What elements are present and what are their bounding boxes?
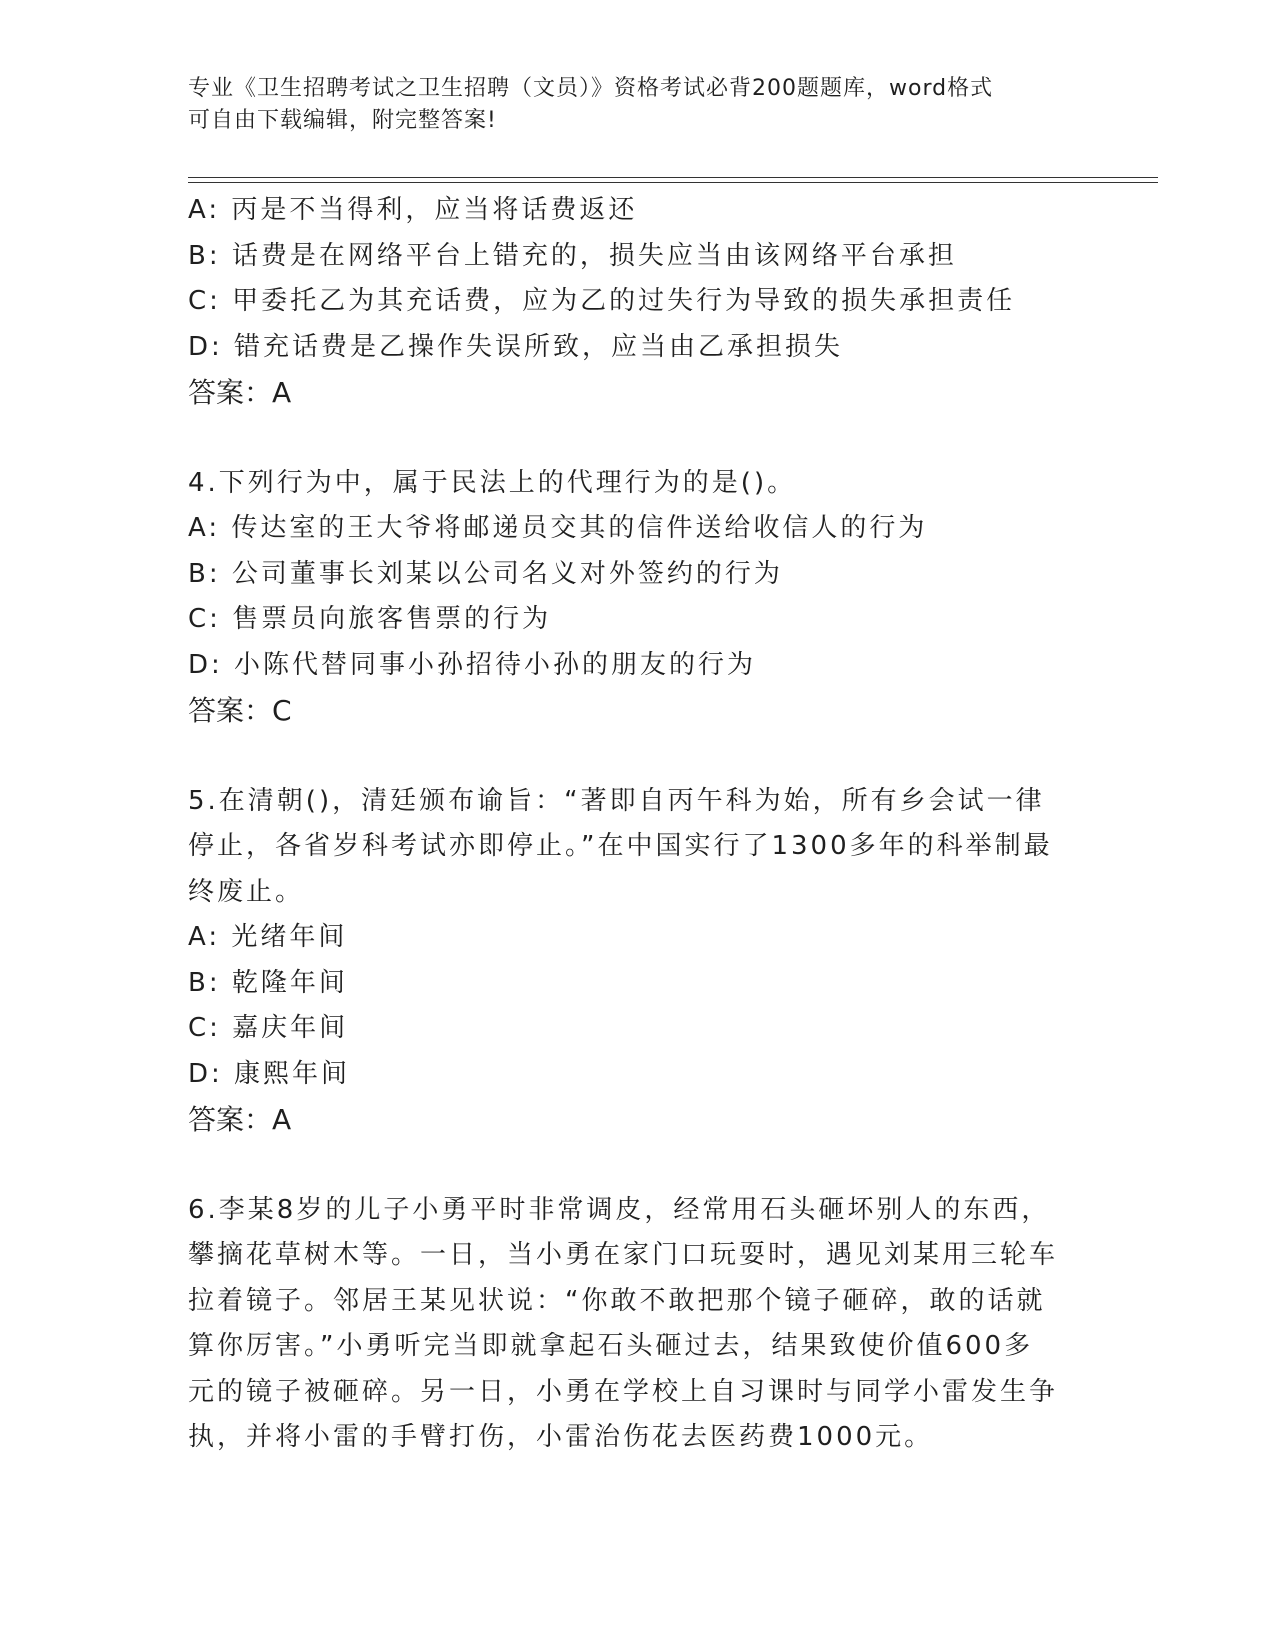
question-stem-line-1: 5.在清朝()，清廷颁布谕旨：“著即自丙午科为始，所有乡会试一律 bbox=[188, 785, 1045, 816]
header-title-line-1: 专业《卫生招聘考试之卫生招聘（文员）》资格考试必背200题题库，word格式 bbox=[188, 76, 994, 101]
question-6 bbox=[188, 1188, 1188, 1461]
question-list bbox=[188, 188, 1188, 1461]
option-d: D: 康熙年间 bbox=[188, 1058, 351, 1089]
header-divider-top bbox=[188, 177, 1158, 178]
document-header bbox=[188, 73, 1088, 137]
question-stem-line-1: 6.李某8岁的儿子小勇平时非常调皮，经常用石头砸坏别人的东西， bbox=[188, 1194, 1051, 1225]
question-stem-line-2: 攀摘花草树木等。一日，当小勇在家门口玩耍时，遇见刘某用三轮车 bbox=[188, 1240, 1059, 1270]
question-stem-line-3: 拉着镜子。邻居王某见状说：“你敢不敢把那个镜子砸碎，敢的话就 bbox=[188, 1285, 1046, 1316]
answer-line: 答案：A bbox=[188, 376, 292, 409]
question-4 bbox=[188, 461, 1188, 734]
option-b: B: 话费是在网络平台上错充的，损失应当由该网络平台承担 bbox=[188, 240, 957, 271]
option-c: C: 售票员向旅客售票的行为 bbox=[188, 604, 552, 634]
option-d: D: 小陈代替同事小孙招待小孙的朋友的行为 bbox=[188, 649, 757, 680]
question-stem-line-6: 执，并将小雷的手臂打伤，小雷治伤花去医药费1000元。 bbox=[188, 1422, 934, 1452]
spacer bbox=[188, 1143, 1188, 1188]
option-b: B: 乾隆年间 bbox=[188, 967, 348, 998]
option-d: D: 错充话费是乙操作失误所致，应当由乙承担损失 bbox=[188, 331, 844, 362]
spacer bbox=[188, 416, 1188, 461]
option-a: A: 光绪年间 bbox=[188, 922, 348, 952]
question-3 bbox=[188, 188, 1188, 416]
header-divider-bottom bbox=[188, 182, 1158, 183]
question-stem-line-2: 停止，各省岁科考试亦即停止。”在中国实行了1300多年的科举制最 bbox=[188, 831, 1053, 861]
question-5 bbox=[188, 779, 1188, 1143]
answer-line: 答案：C bbox=[188, 694, 292, 727]
question-stem-line-3: 终废止。 bbox=[188, 876, 305, 907]
question-stem-line-5: 元的镜子被砸碎。另一日，小勇在学校上自习课时与同学小雷发生争 bbox=[188, 1376, 1059, 1407]
spacer bbox=[188, 734, 1188, 779]
question-stem: 4.下列行为中，属于民法上的代理行为的是()。 bbox=[188, 467, 797, 498]
question-stem-line-4: 算你厉害。”小勇听完当即就拿起石头砸过去，结果致使价值600多 bbox=[188, 1331, 1034, 1361]
answer-line: 答案：A bbox=[188, 1103, 292, 1136]
option-c: C: 嘉庆年间 bbox=[188, 1013, 349, 1043]
header-title-line-2: 可自由下载编辑，附完整答案! bbox=[188, 108, 497, 133]
option-c: C: 甲委托乙为其充话费，应为乙的过失行为导致的损失承担责任 bbox=[188, 286, 1016, 316]
option-b: B: 公司董事长刘某以公司名义对外签约的行为 bbox=[188, 558, 783, 589]
option-a: A: 丙是不当得利，应当将话费返还 bbox=[188, 195, 638, 225]
option-a: A: 传达室的王大爷将邮递员交其的信件送给收信人的行为 bbox=[188, 513, 928, 543]
